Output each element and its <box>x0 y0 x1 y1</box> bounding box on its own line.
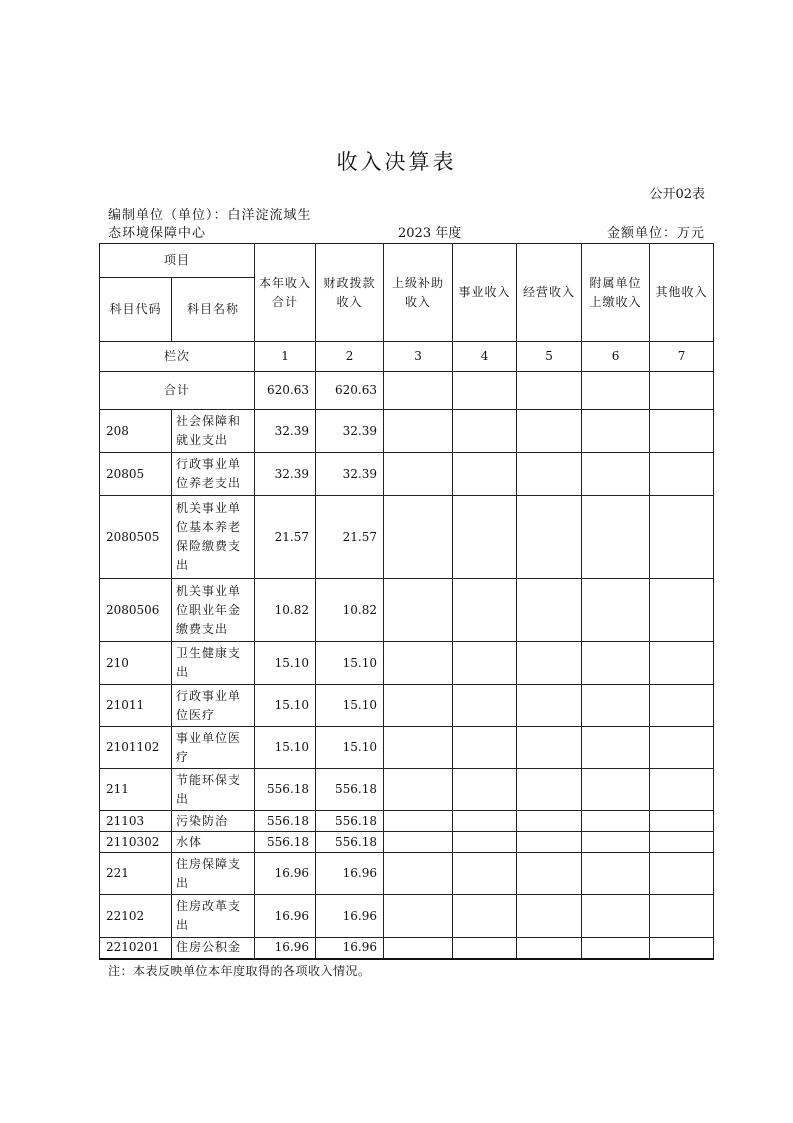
row-name: 卫生健康支出 <box>172 642 255 685</box>
table-note: 注：本表反映单位本年度取得的各项收入情况。 <box>108 964 371 978</box>
header-name: 科目名称 <box>172 278 255 342</box>
row-code: 2101102 <box>100 727 172 769</box>
row-v2: 16.96 <box>316 938 384 959</box>
row-code: 221 <box>100 853 172 895</box>
row-name: 污染防治 <box>172 811 255 832</box>
header-col7: 其他收入 <box>650 244 714 342</box>
row-v1: 15.10 <box>255 642 316 685</box>
row-name: 社会保障和就业支出 <box>172 410 255 453</box>
lanci-3: 3 <box>384 342 453 372</box>
money-unit: 金额单位：万元 <box>606 226 705 241</box>
unit-line-1: 编制单位（单位）：白洋淀流域生 <box>108 208 312 223</box>
row-v1: 32.39 <box>255 453 316 496</box>
table-row <box>100 811 714 832</box>
table-number: 公开02表 <box>649 187 705 202</box>
row-v2: 10.82 <box>316 579 384 642</box>
row-code: 210 <box>100 642 172 685</box>
row-v1: 556.18 <box>255 811 316 832</box>
row-v1: 21.57 <box>255 496 316 579</box>
table-row <box>100 727 714 769</box>
row-code: 21103 <box>100 811 172 832</box>
table-row <box>100 496 714 579</box>
row-v1: 15.10 <box>255 685 316 727</box>
row-v2: 32.39 <box>316 410 384 453</box>
row-v1: 556.18 <box>255 832 316 853</box>
total-v1: 620.63 <box>255 372 316 410</box>
row-code: 2210201 <box>100 938 172 959</box>
lanci-label: 栏次 <box>100 342 255 372</box>
row-v2: 556.18 <box>316 769 384 811</box>
row-v2: 15.10 <box>316 685 384 727</box>
header-project: 项目 <box>100 244 255 278</box>
row-v2: 32.39 <box>316 453 384 496</box>
table-row <box>100 832 714 853</box>
table-row <box>100 685 714 727</box>
row-v1: 16.96 <box>255 938 316 959</box>
row-v1: 15.10 <box>255 727 316 769</box>
row-v2: 556.18 <box>316 811 384 832</box>
header-col2: 财政拨款收入 <box>316 244 384 342</box>
row-code: 20805 <box>100 453 172 496</box>
header-col1: 本年收入合计 <box>255 244 316 342</box>
row-code: 208 <box>100 410 172 453</box>
header-col4: 事业收入 <box>453 244 517 342</box>
row-v2: 21.57 <box>316 496 384 579</box>
table-row <box>100 410 714 453</box>
row-name: 住房保障支出 <box>172 853 255 895</box>
row-v1: 16.96 <box>255 853 316 895</box>
fiscal-year: 2023 年度 <box>398 226 462 241</box>
table-row <box>100 895 714 938</box>
row-name: 节能环保支出 <box>172 769 255 811</box>
table-row <box>100 579 714 642</box>
row-code: 22102 <box>100 895 172 938</box>
header-code: 科目代码 <box>100 278 172 342</box>
table-row <box>100 853 714 895</box>
row-code: 21011 <box>100 685 172 727</box>
total-label: 合计 <box>100 372 255 410</box>
row-name: 机关事业单位职业年金缴费支出 <box>172 579 255 642</box>
row-v1: 556.18 <box>255 769 316 811</box>
row-name: 机关事业单位基本养老保险缴费支出 <box>172 496 255 579</box>
row-name: 住房公积金 <box>172 938 255 959</box>
lanci-7: 7 <box>650 342 714 372</box>
row-v2: 15.10 <box>316 642 384 685</box>
page-title: 收入决算表 <box>336 150 457 174</box>
lanci-1: 1 <box>255 342 316 372</box>
row-v1: 16.96 <box>255 895 316 938</box>
header-col3: 上级补助收入 <box>384 244 453 342</box>
table-row <box>100 938 714 959</box>
lanci-6: 6 <box>582 342 650 372</box>
table-row <box>100 453 714 496</box>
row-v2: 556.18 <box>316 832 384 853</box>
row-code: 2110302 <box>100 832 172 853</box>
row-v2: 16.96 <box>316 895 384 938</box>
row-code: 211 <box>100 769 172 811</box>
row-v1: 32.39 <box>255 410 316 453</box>
row-name: 行政事业单位养老支出 <box>172 453 255 496</box>
row-name: 事业单位医疗 <box>172 727 255 769</box>
lanci-5: 5 <box>517 342 582 372</box>
lanci-4: 4 <box>453 342 517 372</box>
row-v2: 16.96 <box>316 853 384 895</box>
table-row <box>100 769 714 811</box>
row-v1: 10.82 <box>255 579 316 642</box>
total-v2: 620.63 <box>316 372 384 410</box>
header-col5: 经营收入 <box>517 244 582 342</box>
row-code: 2080505 <box>100 496 172 579</box>
row-v2: 15.10 <box>316 727 384 769</box>
table-row <box>100 642 714 685</box>
unit-line-2: 态环境保障中心 <box>108 226 207 241</box>
header-col6: 附属单位上缴收入 <box>582 244 650 342</box>
lanci-2: 2 <box>316 342 384 372</box>
row-name: 行政事业单位医疗 <box>172 685 255 727</box>
row-name: 水体 <box>172 832 255 853</box>
income-table <box>99 243 714 960</box>
row-code: 2080506 <box>100 579 172 642</box>
row-name: 住房改革支出 <box>172 895 255 938</box>
